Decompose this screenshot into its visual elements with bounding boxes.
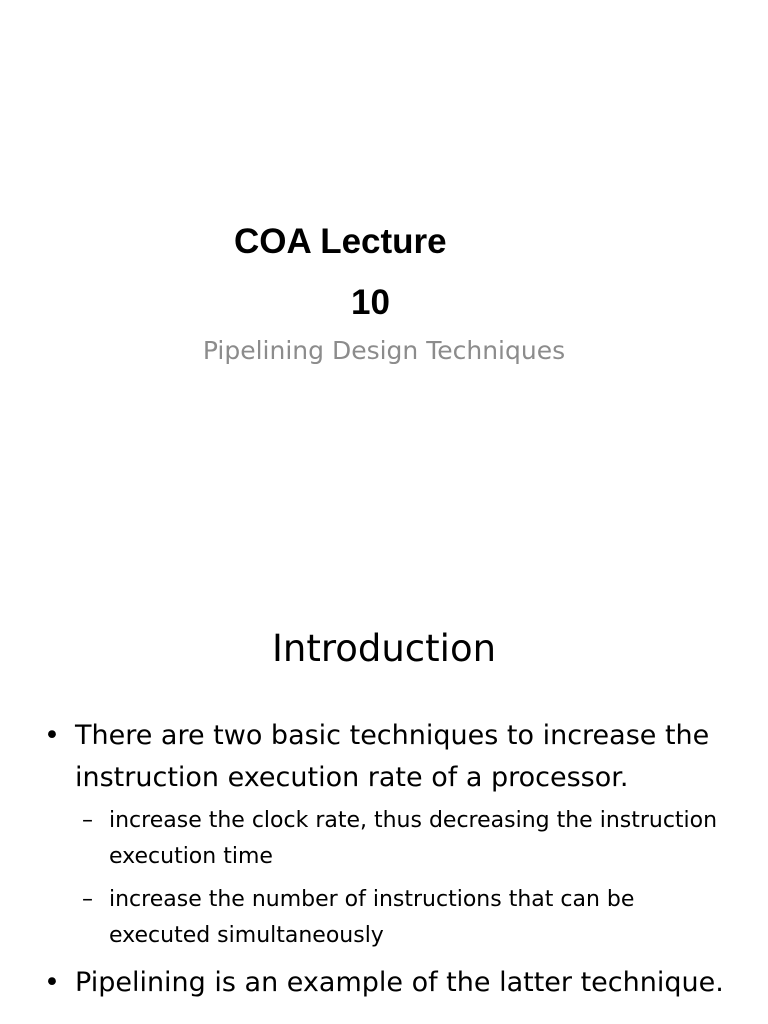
slide-heading: Introduction	[271, 627, 497, 670]
sub-bullet-item	[82, 803, 742, 875]
sub-bullet-item	[82, 882, 742, 954]
sub-bullet-text: increase the clock rate, thus decreasing the instruction execution time	[109, 808, 718, 869]
slide-title-line-1: COA Lecture	[234, 222, 447, 261]
bullet-item	[44, 715, 744, 799]
bullet-marker: •	[44, 967, 60, 998]
sub-bullet-text: increase the number of instructions that can be executed simultaneously	[109, 887, 635, 948]
bullet-item	[44, 962, 744, 1004]
content-slide	[0, 580, 768, 1024]
bullet-marker: •	[44, 720, 60, 751]
sub-bullet-marker: –	[82, 887, 93, 912]
sub-bullet-marker: –	[82, 808, 93, 833]
slide-subtitle: Pipelining Design Techniques	[202, 336, 566, 365]
bullet-text: There are two basic techniques to increase the instruction execution rate of a processor.	[75, 720, 710, 793]
bullet-text: Pipelining is an example of the latter technique.	[75, 967, 724, 998]
slide-title-line-2: 10	[351, 283, 390, 322]
